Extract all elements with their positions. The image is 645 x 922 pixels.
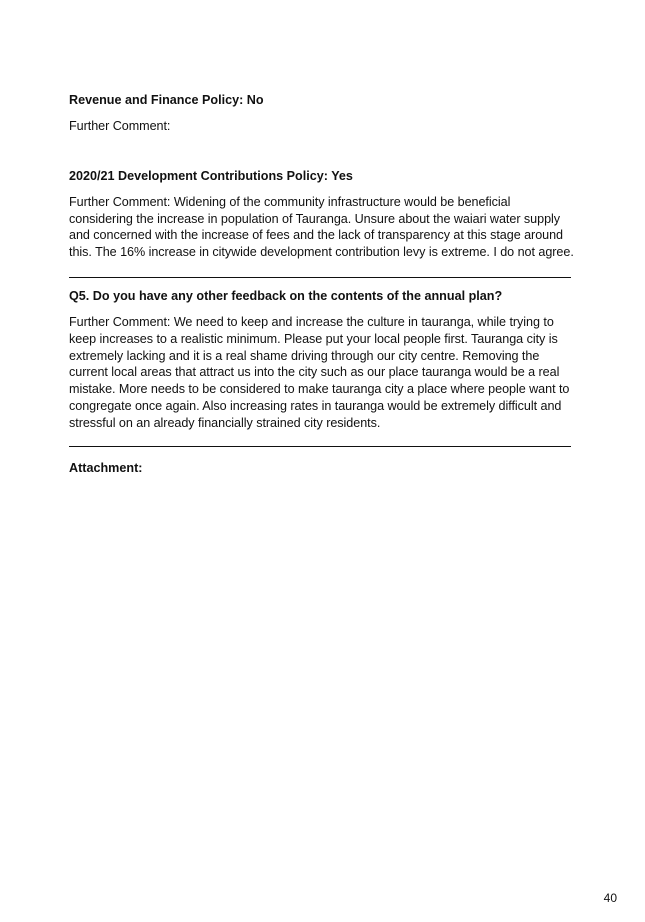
section-comment: Further Comment: [69,119,171,133]
page-number: 40 [603,891,617,905]
section-comment: Further Comment: Widening of the community infrastructure would be beneficial considering the increase in population of Tauranga. Unsure about the waiari water supply and concerned with the increase of fees and the lack of transparency at this stage around this. The 16% increase in citywide development contribution levy is extreme. I do not agree. [69,194,574,260]
divider-line [69,446,571,447]
attachment-label: Attachment: [69,460,143,475]
section-heading: Revenue and Finance Policy: No [69,93,264,107]
section-development-contributions-policy [69,168,574,261]
section-comment: Further Comment: We need to keep and increase the culture in tauranga, while trying to keep increases to a realistic minimum. Please put your local people first. Tauranga city is extremely lacking and it is a real shame driving through our city centre. Removing the current local areas that attract us into the city such as our place tauranga would be a real mistake. More needs to be considered to make tauranga city a place where people want to congregate once again. Also increasing rates in tauranga would be extremely difficult and stressful on an already financially strained city residents. [69,314,570,430]
section-revenue-finance-policy [69,92,574,135]
divider-line [69,277,571,278]
question-heading: Q5. Do you have any other feedback on the contents of the annual plan? [69,288,503,303]
section-q5-other-feedback [69,288,574,432]
section-heading: 2020/21 Development Contributions Policy: Yes [69,168,353,183]
document-page [69,92,574,477]
